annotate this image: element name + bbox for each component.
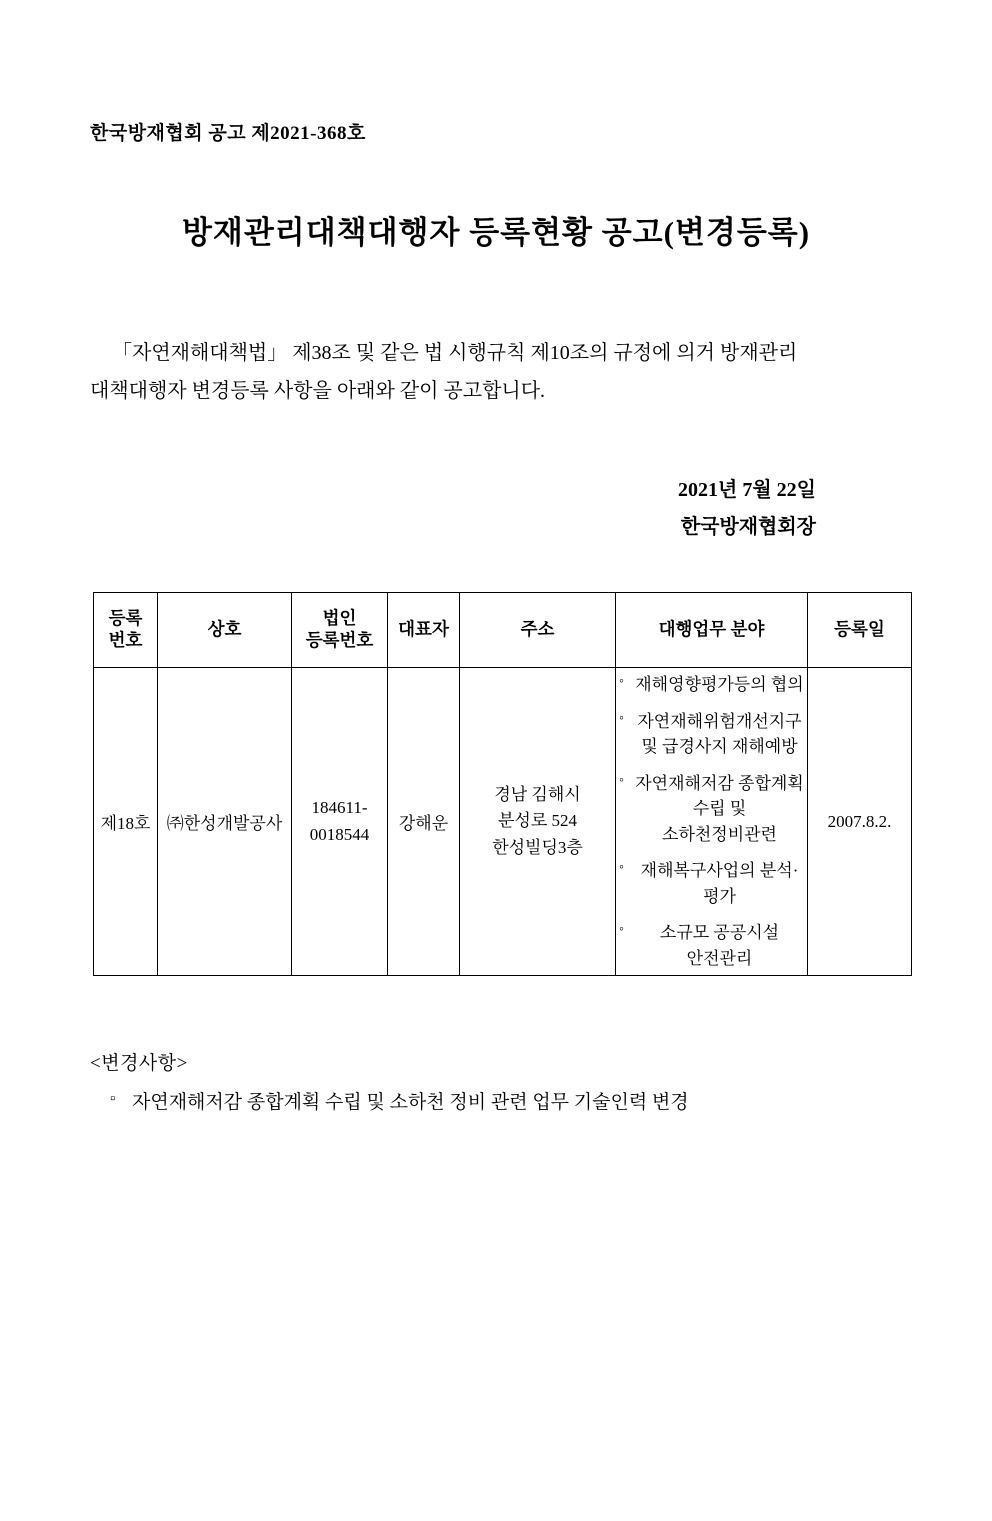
changes-list xyxy=(90,1087,902,1119)
changes-heading: <변경사항> xyxy=(90,1053,188,1074)
issuer-name: 한국방재협회장 xyxy=(680,516,816,538)
column-header-biz-no-line2: 등록번호 xyxy=(305,630,374,650)
cell-reg-date: 2007.8.2. xyxy=(808,668,912,976)
duties-list xyxy=(619,672,804,971)
document-page xyxy=(0,118,992,1521)
column-header-biz-no-line1: 법인 xyxy=(322,608,357,629)
cell-duties xyxy=(616,668,808,976)
cell-biz-no-line2: 0018544 xyxy=(309,824,370,844)
duties-list-item: ◦ 재해복구사업의 분석·평가 xyxy=(619,858,804,909)
announcement-date: 2021년 7월 22일 xyxy=(678,479,816,501)
duties-list-item: ◦ 소규모 공공시설 안전관리 xyxy=(619,920,804,971)
duties-list-item: ◦ 재해영향평가등의 협의 xyxy=(619,672,804,698)
duties-list-item: ◦ 자연재해위험개선지구 및 급경사지 재해예방 xyxy=(619,709,804,760)
column-header-reg-date: 등록일 xyxy=(808,593,912,668)
duties-list-item: ◦ 자연재해저감 종합계획 수립 및 소하천정비관련 xyxy=(619,771,804,848)
table-row xyxy=(94,668,912,976)
cell-address-line2: 분성로 524 xyxy=(497,811,578,831)
intro-paragraph xyxy=(90,334,902,410)
cell-address xyxy=(460,668,616,976)
column-header-duties: 대행업무 분야 xyxy=(616,593,808,668)
registration-table xyxy=(93,592,912,976)
intro-line-2: 대책대행자 변경등록 사항을 아래와 같이 공고합니다. xyxy=(90,380,546,402)
column-header-biz-no xyxy=(292,593,388,668)
column-header-reg-no-line2: 번호 xyxy=(108,630,143,650)
intro-line-1: 「자연재해대책법」 제38조 및 같은 법 시행규칙 제10조의 규정에 의거 방재관리 xyxy=(112,342,798,364)
cell-biz-no xyxy=(292,668,388,976)
cell-reg-no: 제18호 xyxy=(94,668,158,976)
document-title: 방재관리대책대행자 등록현황 공고(변경등록) xyxy=(181,215,811,250)
table-header xyxy=(94,593,912,668)
date-block xyxy=(90,472,902,546)
column-header-reg-no xyxy=(94,593,158,668)
column-header-company: 상호 xyxy=(158,593,292,668)
table-body xyxy=(94,668,912,976)
cell-address-line1: 경남 김해시 xyxy=(494,784,581,804)
table-header-row xyxy=(94,593,912,668)
cell-address-line3: 한성빌딩3층 xyxy=(492,837,583,857)
cell-ceo: 강해운 xyxy=(388,668,460,976)
changes-list-item: ▫ 자연재해저감 종합계획 수립 및 소하천 정비 관련 업무 기술인력 변경 xyxy=(104,1087,902,1119)
column-header-address: 주소 xyxy=(460,593,616,668)
cell-company: ㈜한성개발공사 xyxy=(158,668,292,976)
column-header-reg-no-line1: 등록 xyxy=(108,608,143,629)
document-number: 한국방재협회 공고 제2021-368호 xyxy=(90,123,366,144)
cell-biz-no-line1: 184611- xyxy=(311,798,368,818)
column-header-ceo: 대표자 xyxy=(388,593,460,668)
